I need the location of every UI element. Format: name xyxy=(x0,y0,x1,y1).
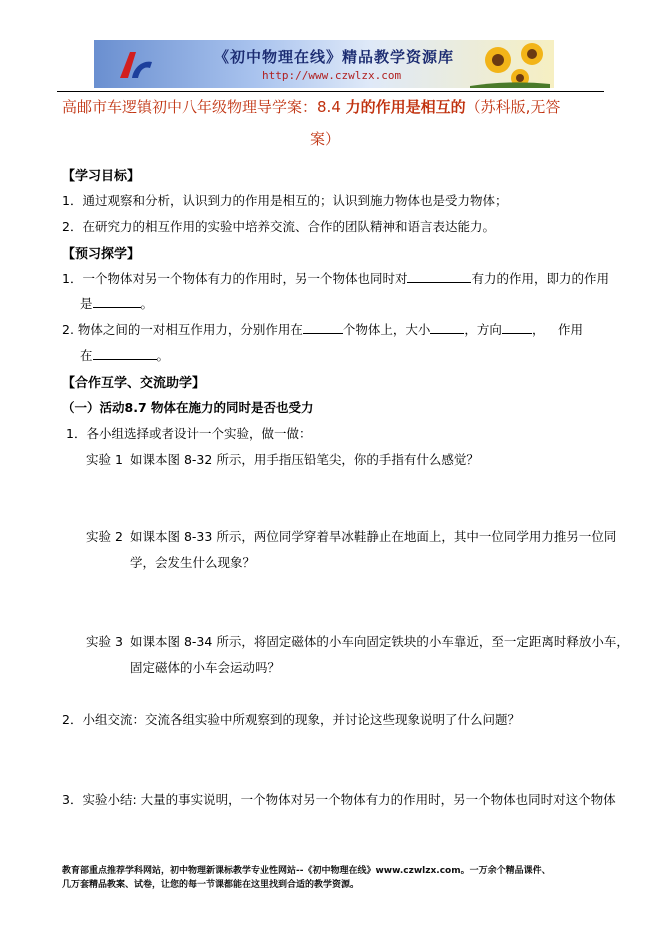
coop-heading: 【合作互学、交流助学】 xyxy=(62,376,206,391)
answer-blank[interactable] xyxy=(430,321,464,334)
preview-question-2-tail: 作用 xyxy=(558,322,584,337)
preview-heading: 【预习探学】 xyxy=(62,247,141,262)
experiment-2-label: 实验 2 xyxy=(86,529,123,544)
task-1: 1．各小组选择或者设计一个实验，做一做： xyxy=(66,426,312,441)
answer-blank[interactable] xyxy=(93,295,141,308)
sunflower-icon xyxy=(470,40,550,88)
header-banner xyxy=(94,40,554,88)
answer-blank[interactable] xyxy=(93,347,157,360)
experiment-2-text-cont: 学，会发生什么现象？ xyxy=(130,555,256,570)
footer-line-2: 几万套精品教案、试卷，让您的每一节课都能在这里找到合适的教学资源。 xyxy=(62,880,360,890)
goal-item-1: 1．通过观察和分析，认识到力的作用是相互的；认识到施力物体也是受力物体； xyxy=(62,193,508,208)
task-2: 2．小组交流：交流各组实验中所观察到的现象，并讨论这些现象说明了什么问题？ xyxy=(62,712,520,727)
activity-heading: （一）活动8.7 物体在施力的同时是否也受力 xyxy=(62,400,314,415)
goals-heading: 【学习目标】 xyxy=(62,169,141,184)
preview-question-1-cont: 是 。 xyxy=(80,296,154,311)
header-divider xyxy=(57,91,604,92)
experiment-2-text: 如课本图 8-33 所示，两位同学穿着旱冰鞋静止在地面上，其中一位同学用力推另一位同 xyxy=(130,529,617,544)
goal-item-2: 2．在研究力的相互作用的实验中培养交流、合作的团队精神和语言表达能力。 xyxy=(62,219,495,234)
experiment-1-text: 如课本图 8-32 所示，用手指压铅笔尖，你的手指有什么感觉？ xyxy=(130,452,479,467)
answer-blank[interactable] xyxy=(303,321,343,334)
banner-url[interactable]: http://www.czwlzx.com xyxy=(262,69,402,82)
banner-title: 《初中物理在线》精品教学资源库 xyxy=(214,48,455,66)
preview-question-1: 1．一个物体对另一个物体有力的作用时，另一个物体也同时对 有力的作用，即力的作用 xyxy=(62,271,609,286)
experiment-3-text-cont: 固定磁体的小车会运动吗？ xyxy=(130,660,281,675)
answer-blank[interactable] xyxy=(502,321,532,334)
preview-question-2-cont: 在 。 xyxy=(80,348,170,363)
site-logo-icon xyxy=(116,48,156,82)
page-title-continued: 案） xyxy=(310,130,341,148)
experiment-1-label: 实验 1 xyxy=(86,452,123,467)
answer-blank[interactable] xyxy=(407,270,471,283)
task-3: 3．实验小结: 大量的事实说明，一个物体对另一个物体有力的作用时，另一个物体也同时对这个物体 xyxy=(62,792,616,807)
experiment-3-text: 如课本图 8-34 所示，将固定磁体的小车向固定铁块的小车靠近，至一定距离时释放小车， xyxy=(130,634,629,649)
experiment-3-label: 实验 3 xyxy=(86,634,123,649)
page-title: 高邮市车逻镇初中八年级物理导学案：8.4 力的作用是相互的（苏科版,无答 xyxy=(62,98,561,116)
preview-question-2: 2. 物体之间的一对相互作用力，分别作用在 个物体上，大小 ，方向 ， xyxy=(62,322,545,337)
footer-line-1: 教育部重点推荐学科网站，初中物理新课标教学专业性网站--《初中物理在线》www.czwlzx.com。一万余个精品课件、 xyxy=(62,866,551,876)
